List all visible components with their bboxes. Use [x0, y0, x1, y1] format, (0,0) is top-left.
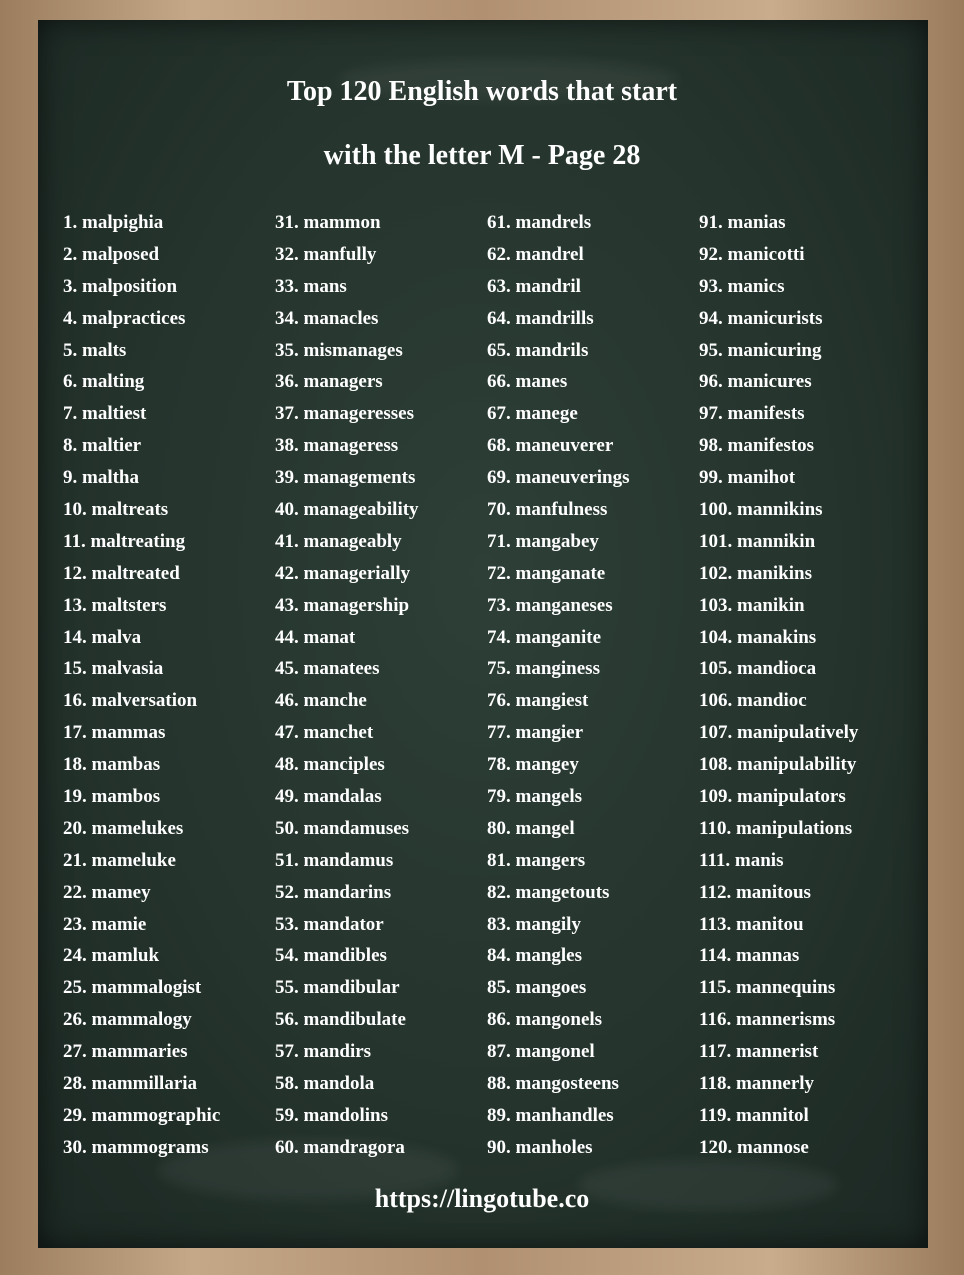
word-list-item: 28. mammillaria — [63, 1073, 198, 1095]
word-list-item: 5. malts — [63, 339, 127, 361]
word-list-item: 66. manes — [487, 371, 568, 393]
word-list-item: 111. manis — [699, 849, 784, 871]
word-list-item: 85. mangoes — [487, 977, 587, 999]
word-list-item: 65. mandrils — [487, 339, 589, 361]
word-list-item: 71. mangabey — [487, 530, 599, 552]
word-list-item: 45. manatees — [275, 658, 380, 680]
word-list-item: 57. mandirs — [275, 1041, 372, 1063]
word-list-item: 107. manipulatively — [699, 722, 859, 744]
word-list-item: 72. manganate — [487, 562, 606, 584]
word-list-item: 35. mismanages — [275, 339, 403, 361]
word-list-item: 97. manifests — [699, 403, 805, 425]
word-list-item: 49. mandalas — [275, 786, 382, 808]
word-list-item: 1. malpighia — [63, 212, 164, 233]
word-list-item: 69. maneuverings — [487, 467, 630, 489]
word-list-item: 39. managements — [275, 467, 416, 489]
word-list-item: 27. mammaries — [63, 1041, 188, 1063]
word-list-item: 73. manganeses — [487, 594, 613, 616]
word-list-item: 26. mammalogy — [63, 1009, 192, 1031]
word-list-item: 120. mannose — [699, 1136, 809, 1158]
word-list-item: 38. manageress — [275, 435, 399, 457]
word-list-item: 117. mannerist — [699, 1041, 819, 1063]
word-list-item: 58. mandola — [275, 1073, 375, 1095]
word-list-item: 15. malvasia — [63, 658, 164, 680]
word-list-item: 13. maltsters — [63, 594, 167, 616]
footer-url-link[interactable]: https://lingotube.co — [374, 1184, 590, 1213]
word-list-item: 34. manacles — [275, 307, 379, 329]
word-list-item: 114. mannas — [699, 945, 800, 967]
word-list-item: 46. manche — [275, 690, 367, 712]
word-list-item: 84. mangles — [487, 945, 582, 967]
word-list-item: 78. mangey — [487, 754, 579, 776]
word-list-item: 98. manifestos — [699, 435, 815, 457]
word-list-item: 68. maneuverer — [487, 435, 614, 457]
word-list-item: 99. manihot — [699, 467, 796, 489]
word-list-item: 59. mandolins — [275, 1104, 388, 1126]
word-list-item: 30. mammograms — [63, 1136, 209, 1158]
word-list-item: 23. mamie — [63, 913, 147, 935]
word-list-item: 95. manicuring — [699, 339, 822, 361]
word-list-item: 20. mamelukes — [63, 817, 184, 839]
word-list-item: 77. mangier — [487, 722, 584, 744]
word-list-item: 4. malpractices — [63, 307, 186, 329]
word-list-item: 16. malversation — [63, 690, 198, 712]
word-list-item: 37. manageresses — [275, 403, 414, 425]
word-list-item: 81. mangers — [487, 849, 586, 871]
word-list-item: 19. mambos — [63, 786, 161, 808]
word-list-item: 8. maltier — [63, 435, 142, 457]
word-list-item: 61. mandrels — [487, 212, 592, 233]
word-list-item: 106. mandioc — [699, 690, 807, 712]
word-list-item: 14. malva — [63, 626, 142, 648]
word-list-item: 17. mammas — [63, 722, 166, 744]
word-list-item: 21. mameluke — [63, 849, 176, 871]
word-list-item: 108. manipulability — [699, 754, 857, 776]
word-list-item: 2. malposed — [63, 243, 160, 265]
word-list-item: 32. manfully — [275, 243, 377, 265]
word-list-item: 9. maltha — [63, 467, 139, 489]
word-list-item: 74. manganite — [487, 626, 601, 648]
word-list-item: 105. mandioca — [699, 658, 817, 680]
word-column-4 — [699, 207, 858, 1164]
word-list-item: 90. manholes — [487, 1136, 593, 1158]
word-list-item: 89. manhandles — [487, 1104, 614, 1126]
word-list-item: 76. mangiest — [487, 690, 589, 712]
word-list-item: 110. manipulations — [699, 817, 853, 839]
word-list-item: 42. managerially — [275, 562, 411, 584]
word-list-item: 103. manikin — [699, 594, 805, 616]
word-list-item: 83. mangily — [487, 913, 581, 935]
word-list-item: 64. mandrills — [487, 307, 594, 329]
word-list-item: 115. mannequins — [699, 977, 836, 999]
word-list-item: 67. manege — [487, 403, 578, 425]
word-list-item: 44. manat — [275, 626, 356, 648]
word-list-item: 104. manakins — [699, 626, 817, 648]
word-list-item: 43. managership — [275, 594, 410, 616]
word-list-item: 102. manikins — [699, 562, 812, 584]
word-list-item: 10. maltreats — [63, 499, 169, 521]
word-list-item: 80. mangel — [487, 817, 575, 839]
word-column-3 — [487, 207, 630, 1164]
word-list-item: 63. mandril — [487, 275, 581, 297]
word-list-item: 118. mannerly — [699, 1073, 815, 1095]
word-list-item: 100. mannikins — [699, 499, 823, 521]
word-list-item: 41. manageably — [275, 530, 402, 552]
word-list-item: 82. mangetouts — [487, 881, 610, 903]
word-list-item: 87. mangonel — [487, 1041, 595, 1063]
word-list-item: 116. mannerisms — [699, 1009, 836, 1031]
word-list-item: 101. mannikin — [699, 530, 816, 552]
word-list-item: 48. manciples — [275, 754, 385, 776]
word-list-item: 55. mandibular — [275, 977, 400, 999]
word-list-item: 36. managers — [275, 371, 383, 393]
word-list-item: 24. mamluk — [63, 945, 160, 967]
page-title-line-2: with the letter M - Page 28 — [323, 140, 641, 171]
word-list-item: 6. malting — [63, 371, 145, 393]
word-list-item: 88. mangosteens — [487, 1073, 619, 1095]
word-list-item: 50. mandamuses — [275, 817, 410, 839]
word-list-item: 113. manitou — [699, 913, 804, 935]
word-list-item: 25. mammalogist — [63, 977, 202, 999]
word-list-item: 96. manicures — [699, 371, 812, 393]
word-list-item: 7. maltiest — [63, 403, 147, 425]
word-list-item: 22. mamey — [63, 881, 151, 903]
word-list-item: 86. mangonels — [487, 1009, 603, 1031]
word-list-item: 51. mandamus — [275, 849, 394, 871]
word-list-item: 60. mandragora — [275, 1136, 405, 1158]
word-list-item: 119. mannitol — [699, 1104, 809, 1126]
word-list-item: 79. mangels — [487, 786, 582, 808]
word-list-item: 91. manias — [699, 212, 786, 233]
word-list-item: 47. manchet — [275, 722, 374, 744]
word-list-item: 92. manicotti — [699, 243, 805, 265]
word-list-item: 12. maltreated — [63, 562, 180, 584]
word-list-item: 52. mandarins — [275, 881, 392, 903]
word-list-item: 11. maltreating — [63, 530, 186, 552]
word-column-2 — [275, 207, 419, 1164]
word-list-item: 62. mandrel — [487, 243, 584, 265]
word-list-item: 75. manginess — [487, 658, 600, 680]
word-list-item: 53. mandator — [275, 913, 384, 935]
word-list-item: 31. mammon — [275, 212, 381, 233]
word-list-item: 70. manfulness — [487, 499, 608, 521]
word-list-item: 29. mammographic — [63, 1104, 221, 1126]
word-list-item: 40. manageability — [275, 499, 419, 521]
word-column-1 — [63, 207, 220, 1164]
word-list-item: 3. malposition — [63, 275, 178, 297]
word-list-item: 93. manics — [699, 275, 785, 297]
word-list-item: 109. manipulators — [699, 786, 846, 808]
word-list-item: 56. mandibulate — [275, 1009, 406, 1031]
word-list-item: 112. manitous — [699, 881, 811, 903]
word-list-item: 18. mambas — [63, 754, 161, 776]
word-list-item: 54. mandibles — [275, 945, 387, 967]
word-list-item: 94. manicurists — [699, 307, 823, 329]
page-title-line-1: Top 120 English words that start — [286, 76, 678, 107]
word-list-item: 33. mans — [275, 275, 347, 297]
